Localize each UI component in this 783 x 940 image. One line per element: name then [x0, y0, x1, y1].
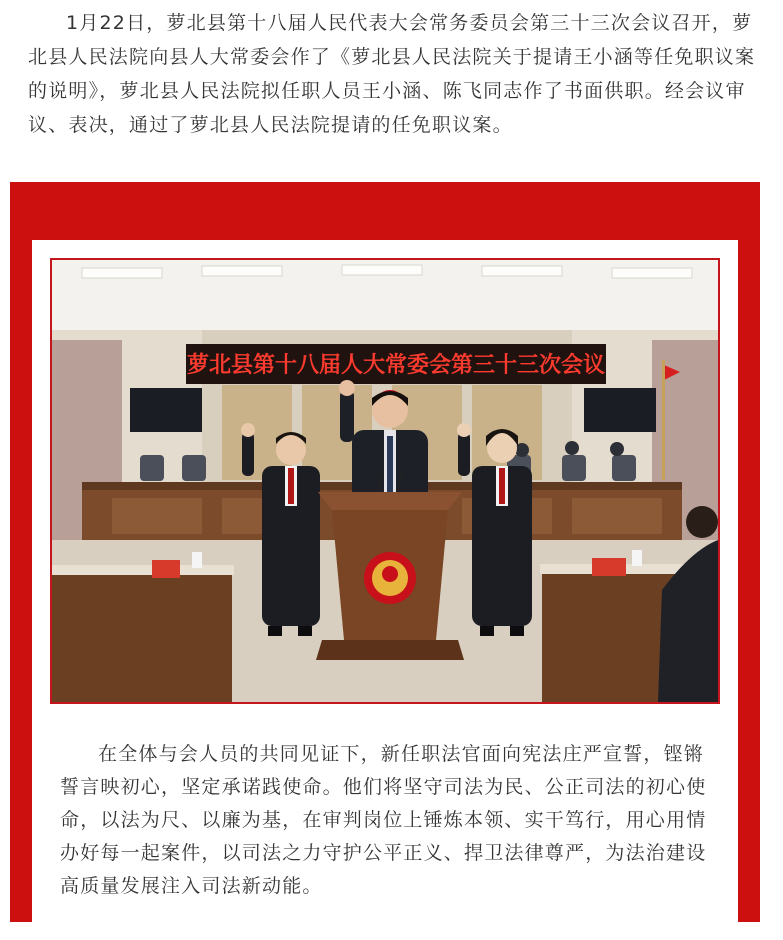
led-banner-text: 萝北县第十八届人大常委会第三十三次会议 — [186, 353, 606, 378]
content-card — [32, 240, 738, 940]
red-decorative-frame — [10, 182, 760, 922]
caption-paragraph: 在全体与会人员的共同见证下，新任职法官面向宪法庄严宣誓，铿锵誓言映初心，坚定承诺践使命。他们将坚守司法为民、公正司法的初心使命，以法为尺、以廉为基，在审判岗位上锤炼本领、实干笃行，用心用情办好每一起案件，以司法之力守护公平正义、捍卫法律尊严，为法治建设高质量发展注入司法新动能。 — [60, 743, 707, 897]
intro-paragraph: 1月22日，萝北县第十八届人民代表大会常务委员会第三十三次会议召开，萝北县人民法院向县人大常委会作了《萝北县人民法院关于提请王小涵等任免职议案的说明》，萝北县人民法院拟任职人员王小涵、陈飞同志作了书面供职。经会议审议、表决，通过了萝北县人民法院提请的任免职议案。 — [28, 12, 756, 136]
oath-ceremony-photo — [50, 258, 720, 704]
